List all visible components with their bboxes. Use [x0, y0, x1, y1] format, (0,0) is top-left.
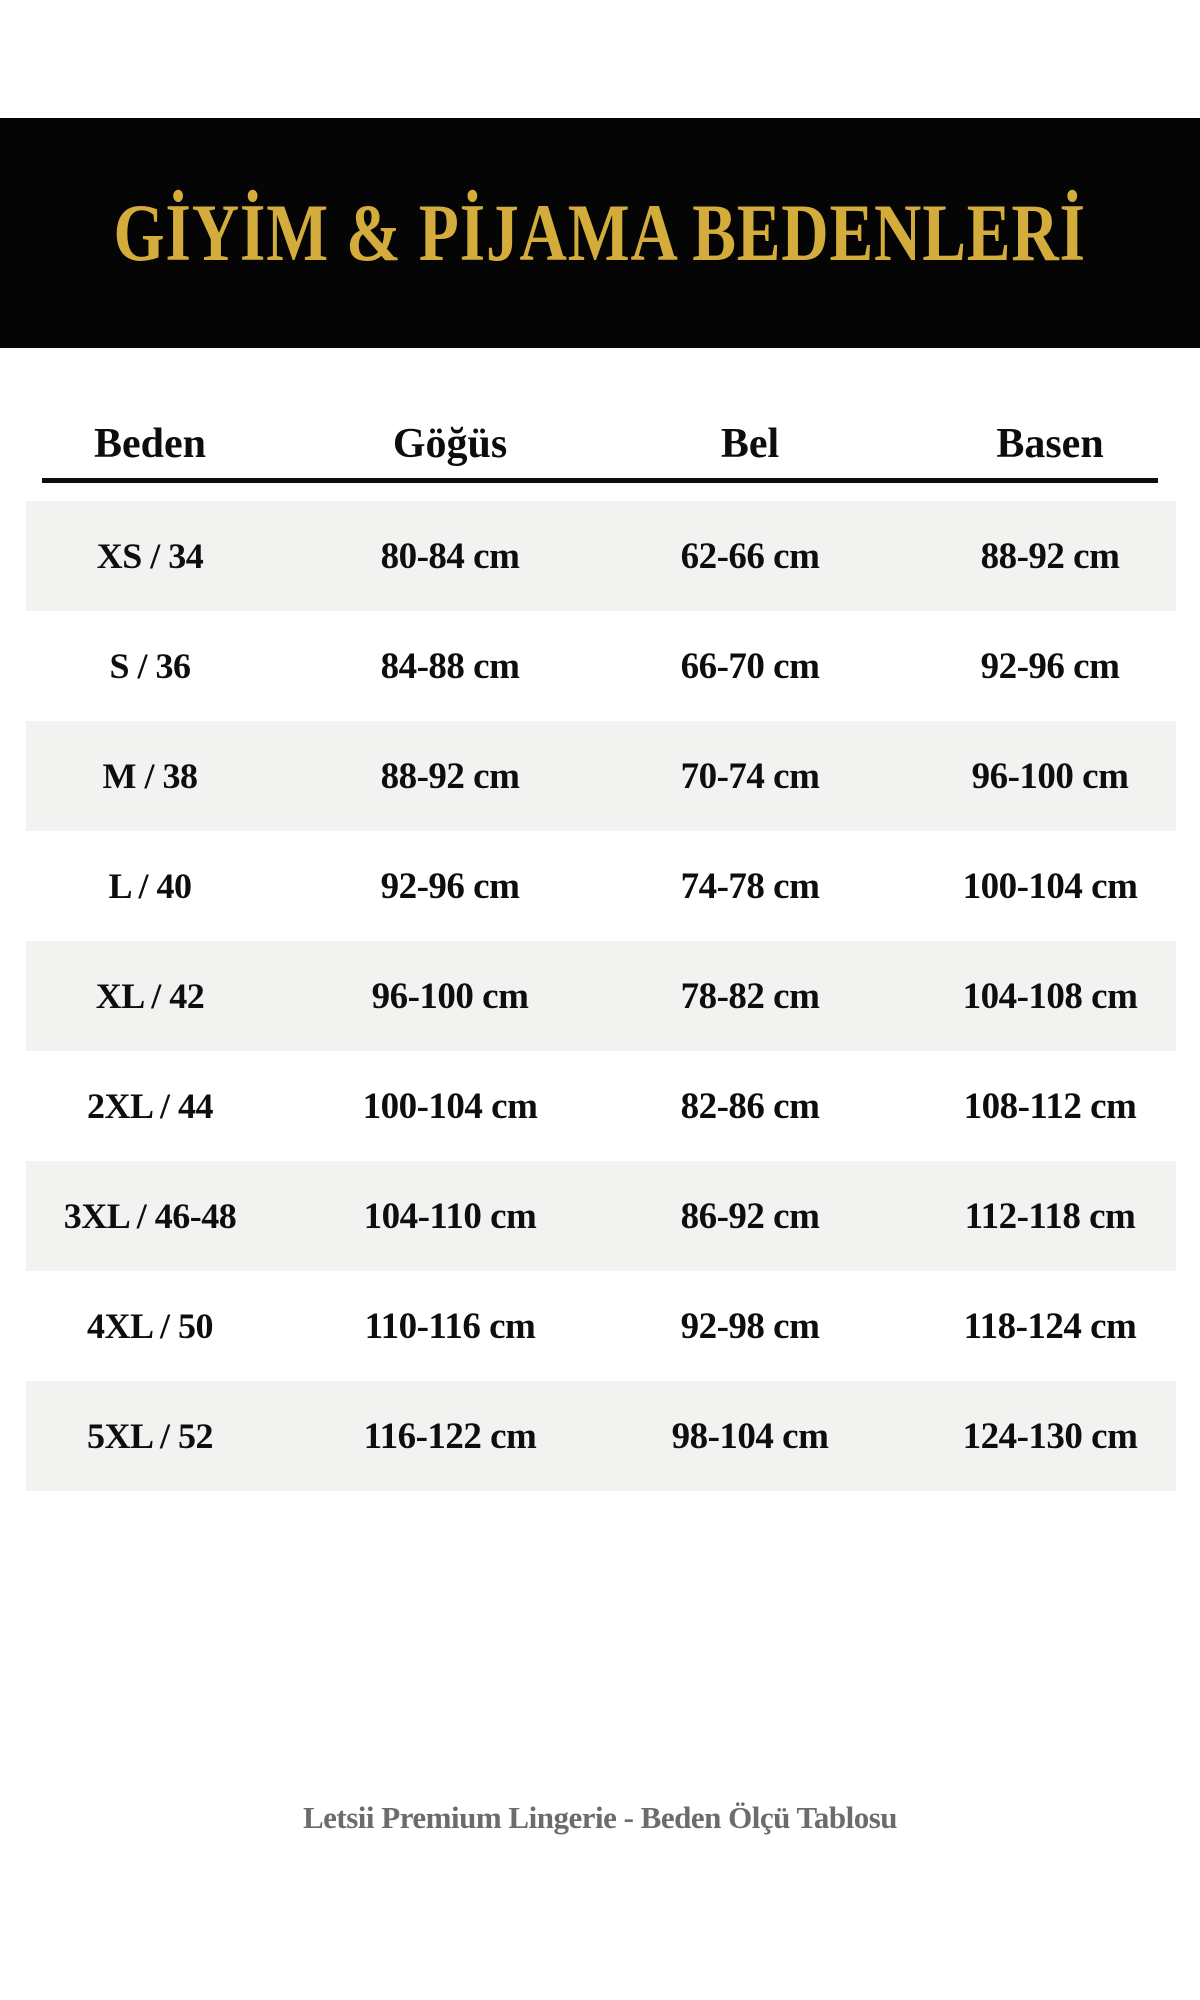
size-cell: 2XL / 44	[86, 1086, 214, 1126]
size-cell: 3XL / 46-48	[63, 1196, 237, 1236]
table-header-row	[0, 348, 1200, 478]
chest-cell: 88-92 cm	[380, 755, 520, 797]
hips-cell: 118-124 cm	[963, 1305, 1137, 1347]
chest-cell: 84-88 cm	[380, 645, 520, 687]
chest-cell: 110-116 cm	[364, 1305, 536, 1347]
size-chart-table	[0, 348, 1200, 1491]
table-row	[0, 501, 1200, 611]
waist-cell: 82-86 cm	[680, 1085, 820, 1127]
column-header-size: Beden	[93, 421, 206, 467]
waist-cell: 86-92 cm	[680, 1195, 820, 1237]
table-row	[0, 1381, 1200, 1491]
waist-cell: 74-78 cm	[680, 865, 820, 907]
footer-caption: Letsii Premium Lingerie - Beden Ölçü Tablosu	[302, 1800, 898, 1835]
table-row	[0, 1271, 1200, 1381]
table-row	[0, 831, 1200, 941]
column-header-hips: Basen	[996, 421, 1104, 467]
waist-cell: 98-104 cm	[671, 1415, 829, 1457]
table-row	[0, 721, 1200, 831]
title-banner	[0, 118, 1200, 348]
chest-cell: 96-100 cm	[371, 975, 529, 1017]
hips-cell: 124-130 cm	[962, 1415, 1138, 1457]
hips-cell: 104-108 cm	[962, 975, 1138, 1017]
chest-cell: 92-96 cm	[380, 865, 520, 907]
column-header-waist: Bel	[720, 421, 780, 467]
size-cell: M / 38	[102, 756, 198, 796]
chest-cell: 116-122 cm	[363, 1415, 537, 1457]
size-cell: XS / 34	[96, 536, 204, 576]
chest-cell: 100-104 cm	[362, 1085, 538, 1127]
size-cell: XL / 42	[95, 976, 205, 1016]
page-title: GİYİM & PİJAMA BEDENLERİ	[113, 187, 1087, 278]
table-row	[0, 1161, 1200, 1271]
waist-cell: 62-66 cm	[680, 535, 820, 577]
size-cell: S / 36	[109, 646, 191, 686]
hips-cell: 100-104 cm	[962, 865, 1138, 907]
size-cell: 5XL / 52	[86, 1416, 214, 1456]
table-row	[0, 611, 1200, 721]
hips-cell: 88-92 cm	[980, 535, 1120, 577]
hips-cell: 92-96 cm	[980, 645, 1120, 687]
hips-cell: 108-112 cm	[963, 1085, 1137, 1127]
hips-cell: 112-118 cm	[964, 1195, 1136, 1237]
column-header-chest: Göğüs	[392, 421, 508, 467]
table-body	[0, 501, 1200, 1491]
waist-cell: 78-82 cm	[680, 975, 820, 1017]
waist-cell: 66-70 cm	[680, 645, 820, 687]
table-row	[0, 1051, 1200, 1161]
waist-cell: 92-98 cm	[680, 1305, 820, 1347]
size-cell: 4XL / 50	[86, 1306, 214, 1346]
header-divider	[42, 478, 1158, 483]
hips-cell: 96-100 cm	[971, 755, 1129, 797]
waist-cell: 70-74 cm	[680, 755, 820, 797]
chest-cell: 80-84 cm	[380, 535, 520, 577]
chest-cell: 104-110 cm	[363, 1195, 537, 1237]
size-cell: L / 40	[108, 866, 192, 906]
table-row	[0, 941, 1200, 1051]
